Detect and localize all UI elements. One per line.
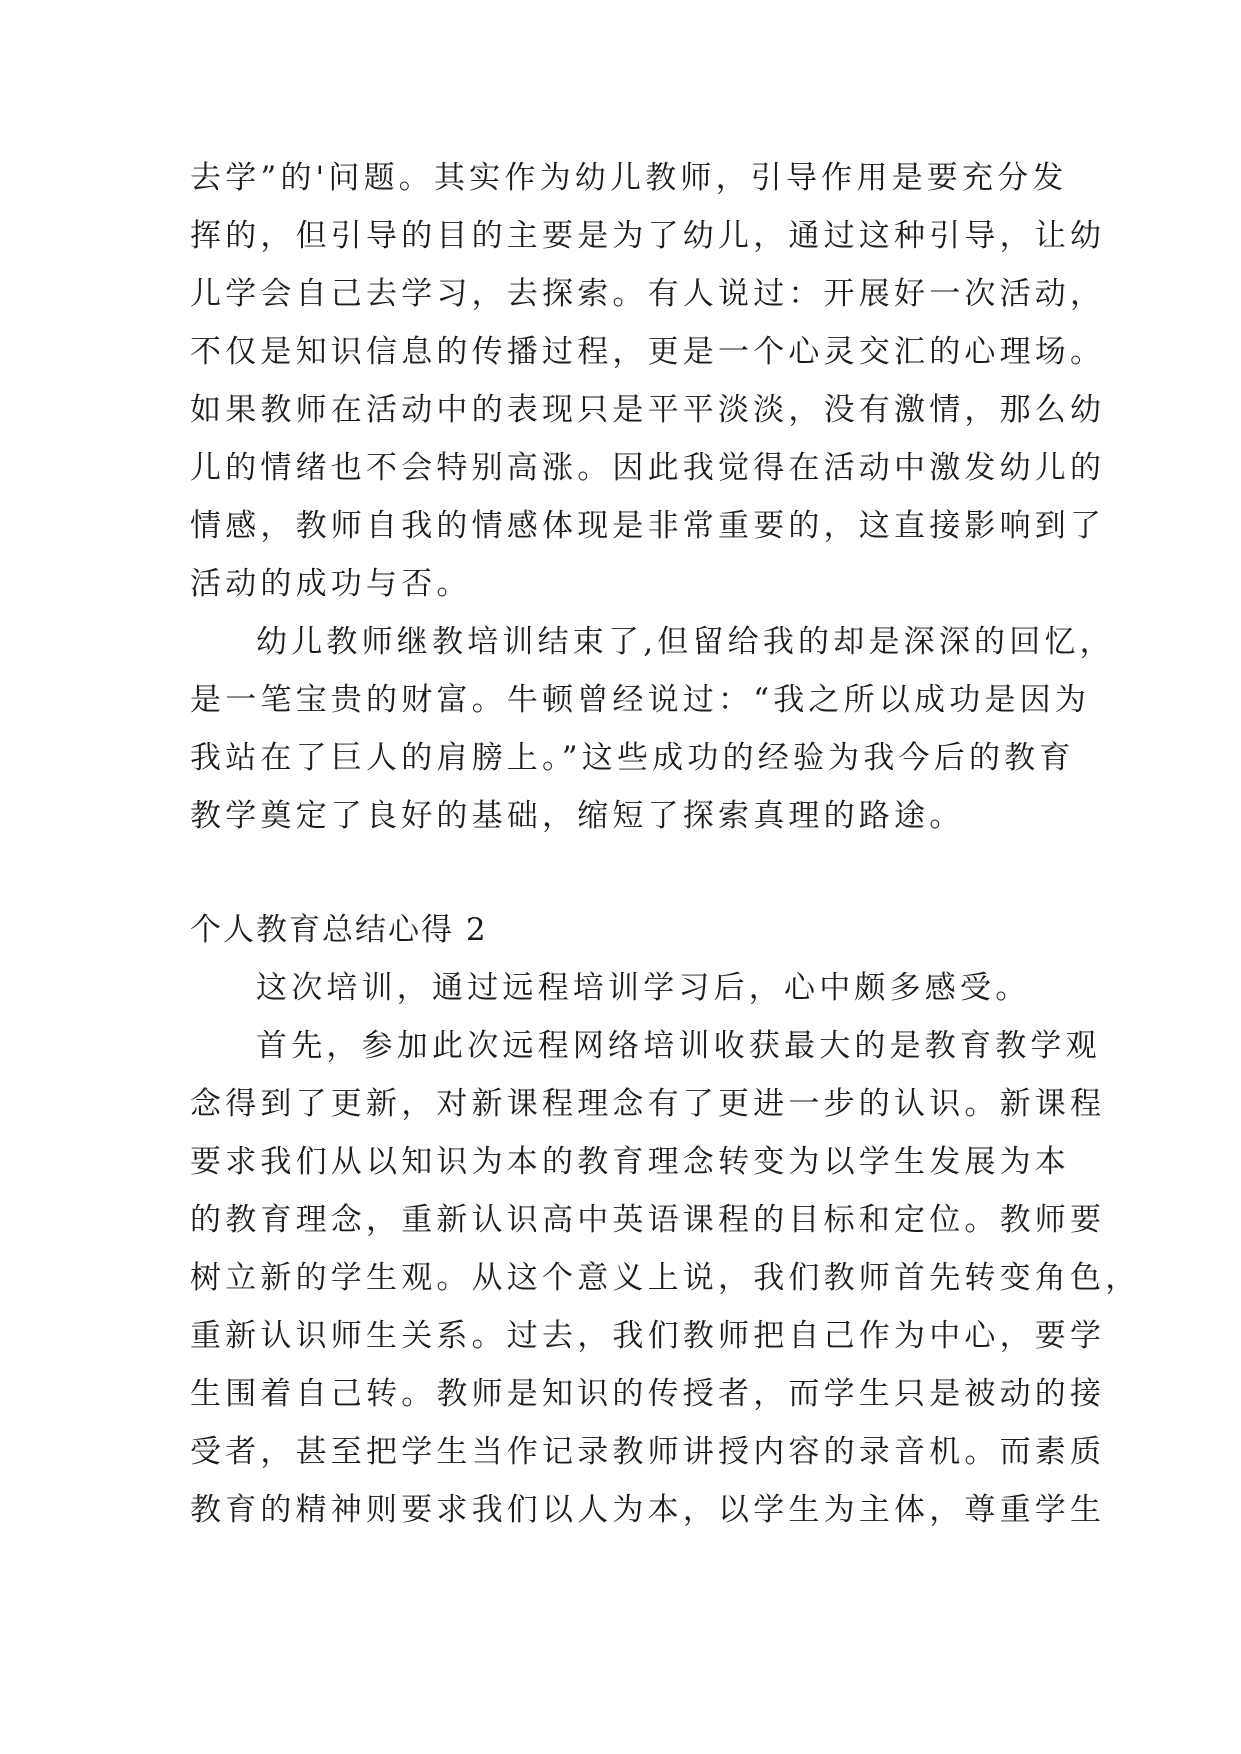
paragraph-first-line: 首先，参加此次远程网络培训收获最大的是教育教学观: [256, 1028, 1101, 1064]
text-line: 教学奠定了良好的基础，缩短了探索真理的路途。: [190, 798, 965, 834]
text-line: 是一笔宝贵的财富。牛顿曾经说过：“我之所以成功是因为: [190, 682, 1091, 718]
section-heading: 个人教育总结心得 2: [190, 912, 488, 948]
text-line: 情感，教师自我的情感体现是非常重要的，这直接影响到了: [190, 508, 1106, 544]
text-line: 念得到了更新，对新课程理念有了更进一步的认识。新课程: [190, 1086, 1106, 1122]
text-line: 要求我们从以知识为本的教育理念转变为以学生发展为本: [190, 1144, 1070, 1180]
text-line: 的教育理念，重新认识高中英语课程的目标和定位。教师要: [190, 1202, 1106, 1238]
text-line: 重新认识师生关系。过去，我们教师把自己作为中心，要学: [190, 1318, 1106, 1354]
text-line: 挥的，但引导的目的主要是为了幼儿，通过这种引导，让幼: [190, 218, 1106, 254]
text-line: 生围着自己转。教师是知识的传授者，而学生只是被动的接: [190, 1376, 1106, 1412]
paragraph-first-line: 这次培训，通过远程培训学习后，心中颇多感受。: [256, 970, 1031, 1006]
text-line: 儿的情绪也不会特别高涨。因此我觉得在活动中激发幼儿的: [190, 450, 1106, 486]
text-line: 树立新的学生观。从这个意义上说，我们教师首先转变角色，: [190, 1260, 1141, 1296]
text-line: 不仅是知识信息的传播过程，更是一个心灵交汇的心理场。: [190, 334, 1106, 370]
text-line: 教育的精神则要求我们以人为本，以学生为主体，尊重学生: [190, 1492, 1106, 1528]
paragraph-first-line: 幼儿教师继教培训结束了,但留给我的却是深深的回忆，: [256, 624, 1115, 660]
text-line: 儿学会自己去学习，去探索。有人说过：开展好一次活动，: [190, 276, 1106, 312]
text-line: 如果教师在活动中的表现只是平平淡淡，没有激情，那么幼: [190, 392, 1106, 428]
text-line: 受者，甚至把学生当作记录教师讲授内容的录音机。而素质: [190, 1434, 1106, 1470]
text-line: 活动的成功与否。: [190, 566, 472, 602]
text-line: 我站在了巨人的肩膀上。”这些成功的经验为我今后的教育: [190, 740, 1075, 776]
text-line: 去学”的'问题。其实作为幼儿教师，引导作用是要充分发: [190, 160, 1068, 196]
